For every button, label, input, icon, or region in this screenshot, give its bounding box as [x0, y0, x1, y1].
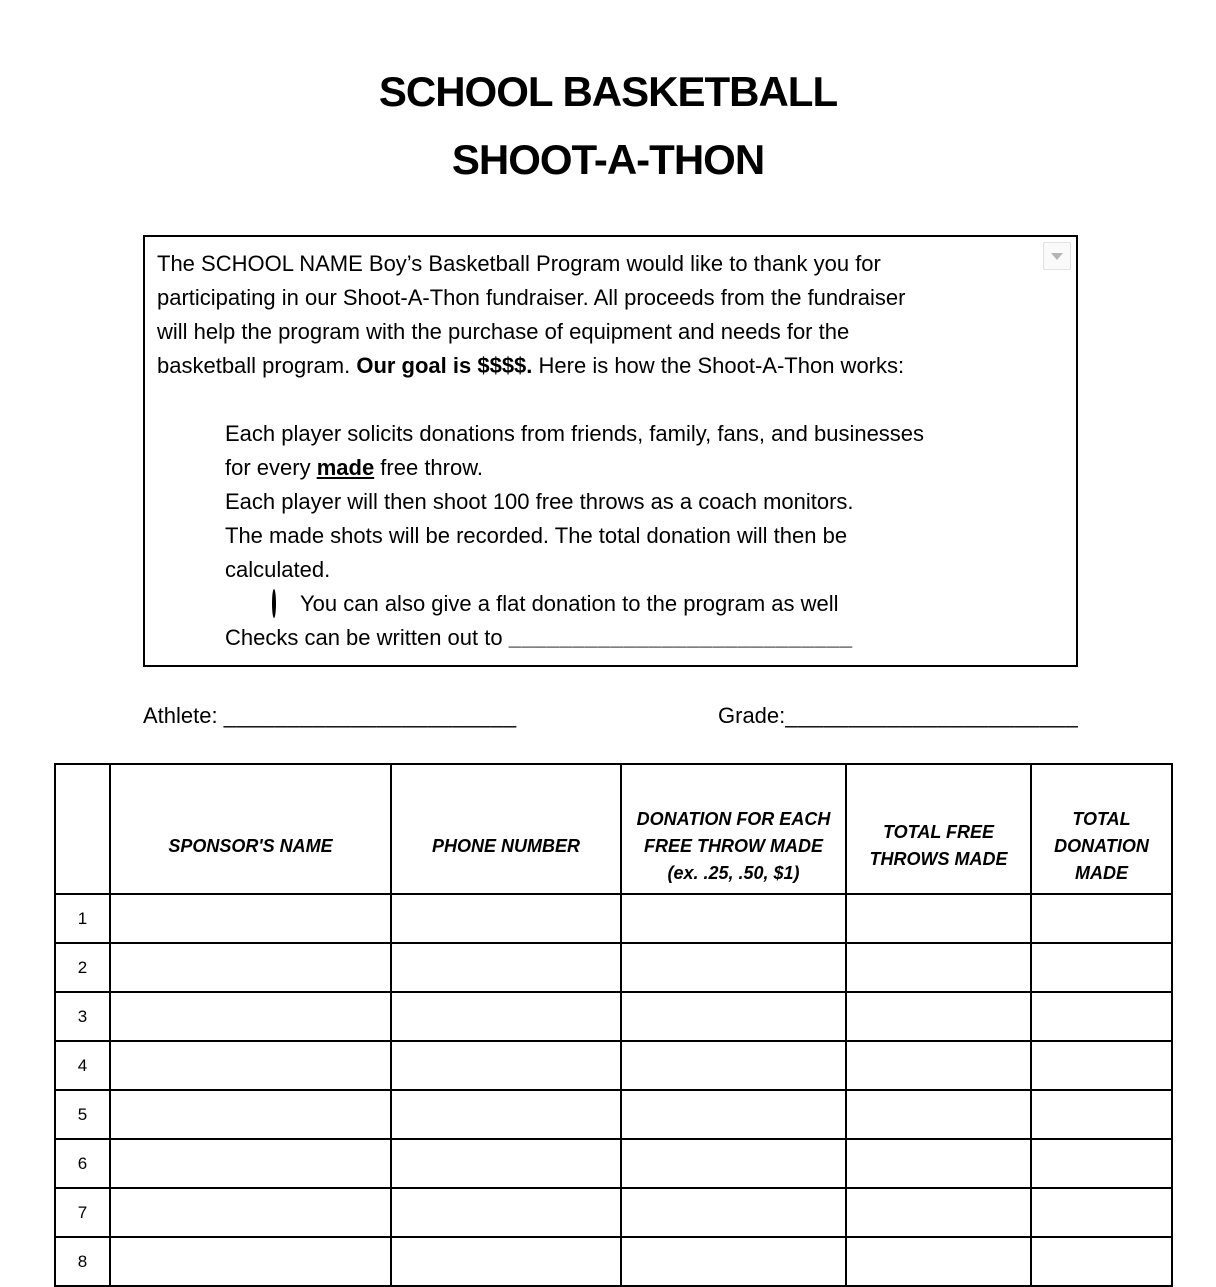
page-title-line1: SCHOOL BASKETBALL — [378, 68, 838, 115]
table-row — [55, 1188, 1172, 1237]
header-text: MADE — [1075, 862, 1128, 883]
header-text: TOTAL — [1072, 808, 1131, 829]
table-row — [55, 992, 1172, 1041]
header-row-number — [55, 764, 110, 894]
paragraph-line: participating in our Shoot-A-Thon fundraiser. All proceeds from the fundraiser — [157, 285, 906, 310]
total-donation-cell[interactable] — [1031, 1090, 1172, 1139]
sponsor-name-cell[interactable] — [110, 992, 391, 1041]
header-text: SPONSOR'S NAME — [168, 835, 333, 856]
checks-payee-blank[interactable]: ___________________________ — [508, 625, 853, 650]
table-row — [55, 943, 1172, 992]
phone-number-cell[interactable] — [391, 1139, 621, 1188]
grade-field — [718, 701, 1078, 731]
header-phone-number — [391, 764, 621, 894]
donation-cell[interactable] — [621, 1041, 846, 1090]
bullet-item-checks — [157, 621, 1064, 655]
row-number-cell: 4 — [55, 1041, 110, 1090]
throws-made-cell[interactable] — [846, 1139, 1031, 1188]
table-row — [55, 1139, 1172, 1188]
paragraph-text: basketball program. — [157, 353, 357, 378]
row-number-cell: 5 — [55, 1090, 110, 1139]
header-text: THROWS MADE — [869, 849, 1008, 869]
bullet-item-solicit — [157, 417, 1064, 485]
header-donation-per-throw — [621, 764, 846, 894]
throws-made-cell[interactable] — [846, 894, 1031, 943]
row-number-cell: 8 — [55, 1237, 110, 1286]
hollow-bullet-icon — [272, 589, 276, 618]
page-title-line2: SHOOT-A-THON — [451, 136, 765, 183]
sub-bullet-item-flat-donation — [157, 587, 1064, 621]
bullet-text: free throw. — [374, 455, 484, 480]
throws-made-cell[interactable] — [846, 1041, 1031, 1090]
bullet-text — [225, 451, 924, 485]
donation-cell[interactable] — [621, 943, 846, 992]
header-text: DONATION — [1054, 835, 1149, 856]
sponsor-name-cell[interactable] — [110, 1139, 391, 1188]
donation-cell[interactable] — [621, 1139, 846, 1188]
throws-made-cell[interactable] — [846, 1188, 1031, 1237]
bullet-text: calculated. — [225, 557, 331, 582]
paragraph-text: Here is how the Shoot-A-Thon works: — [532, 353, 905, 378]
sponsor-name-cell[interactable] — [110, 1041, 391, 1090]
phone-number-cell[interactable] — [391, 1188, 621, 1237]
info-box — [143, 235, 1078, 667]
bullet-text: Checks can be written out to — [225, 625, 509, 650]
total-donation-cell[interactable] — [1031, 1139, 1172, 1188]
throws-made-cell[interactable] — [846, 1237, 1031, 1286]
donation-cell[interactable] — [621, 1237, 846, 1286]
page-title — [0, 58, 1216, 194]
paragraph-line: will help the program with the purchase of equipment and needs for the — [157, 319, 850, 344]
bullet-text: Each player solicits donations from friends, family, fans, and businesses — [225, 421, 925, 446]
row-number-cell: 3 — [55, 992, 110, 1041]
table-header-row — [55, 764, 1172, 894]
header-text: PHONE NUMBER — [431, 835, 580, 856]
intro-paragraph — [157, 247, 1064, 383]
paragraph-line: The SCHOOL NAME Boy’s Basketball Program would like to thank you for — [157, 251, 881, 276]
table-row — [55, 1237, 1172, 1286]
row-number-cell: 2 — [55, 943, 110, 992]
goal-text-bold: Our goal is $$$$. — [356, 353, 533, 378]
header-text: (ex. .25, .50, $1) — [667, 862, 800, 883]
total-donation-cell[interactable] — [1031, 992, 1172, 1041]
grade-label: Grade: — [718, 703, 786, 728]
throws-made-cell[interactable] — [846, 943, 1031, 992]
bullet-text: The made shots will be recorded. The total donation will then be — [225, 523, 848, 548]
phone-number-cell[interactable] — [391, 1041, 621, 1090]
bullet-text: for every — [225, 455, 317, 480]
grade-blank[interactable]: _______________________ — [785, 703, 1079, 728]
bullet-list — [157, 417, 1064, 655]
header-total-donation — [1031, 764, 1172, 894]
athlete-label: Athlete: — [143, 703, 224, 728]
throws-made-cell[interactable] — [846, 1090, 1031, 1139]
row-number-cell: 6 — [55, 1139, 110, 1188]
sponsor-name-cell[interactable] — [110, 1237, 391, 1286]
sponsor-name-cell[interactable] — [110, 943, 391, 992]
row-number-cell: 7 — [55, 1188, 110, 1237]
sponsor-name-cell[interactable] — [110, 894, 391, 943]
made-emphasis: made — [316, 455, 375, 480]
donation-cell[interactable] — [621, 894, 846, 943]
bullet-item-shoot-100 — [157, 485, 1064, 519]
table-row — [55, 894, 1172, 943]
header-text: DONATION FOR EACH — [636, 808, 831, 829]
paragraph-line — [157, 349, 1064, 383]
phone-number-cell[interactable] — [391, 1237, 621, 1286]
table-row — [55, 1090, 1172, 1139]
table-row — [55, 1041, 1172, 1090]
sponsor-table — [54, 763, 1173, 1287]
phone-number-cell[interactable] — [391, 1090, 621, 1139]
header-total-free-throws — [846, 764, 1031, 894]
content-control-dropdown-button[interactable] — [1043, 242, 1071, 270]
total-donation-cell[interactable] — [1031, 1237, 1172, 1286]
donation-cell[interactable] — [621, 1090, 846, 1139]
row-number-cell: 1 — [55, 894, 110, 943]
bullet-text: Each player will then shoot 100 free throws as a coach monitors. — [225, 489, 854, 514]
header-text: TOTAL FREE — [882, 822, 994, 842]
phone-number-cell[interactable] — [391, 992, 621, 1041]
sponsor-name-cell[interactable] — [110, 1188, 391, 1237]
donation-cell[interactable] — [621, 1188, 846, 1237]
phone-number-cell[interactable] — [391, 943, 621, 992]
total-donation-cell[interactable] — [1031, 1188, 1172, 1237]
phone-number-cell[interactable] — [391, 894, 621, 943]
donation-cell[interactable] — [621, 992, 846, 1041]
bullet-item-recorded — [157, 519, 1064, 587]
header-sponsor-name — [110, 764, 391, 894]
athlete-blank[interactable]: _______________________ — [223, 703, 517, 728]
total-donation-cell[interactable] — [1031, 894, 1172, 943]
sponsor-name-cell[interactable] — [110, 1090, 391, 1139]
chevron-down-icon — [1051, 253, 1063, 260]
header-text: FREE THROW MADE — [644, 835, 823, 856]
throws-made-cell[interactable] — [846, 992, 1031, 1041]
total-donation-cell[interactable] — [1031, 943, 1172, 992]
sub-bullet-text: You can also give a flat donation to the program as well — [300, 591, 839, 616]
total-donation-cell[interactable] — [1031, 1041, 1172, 1090]
athlete-field — [143, 701, 517, 731]
